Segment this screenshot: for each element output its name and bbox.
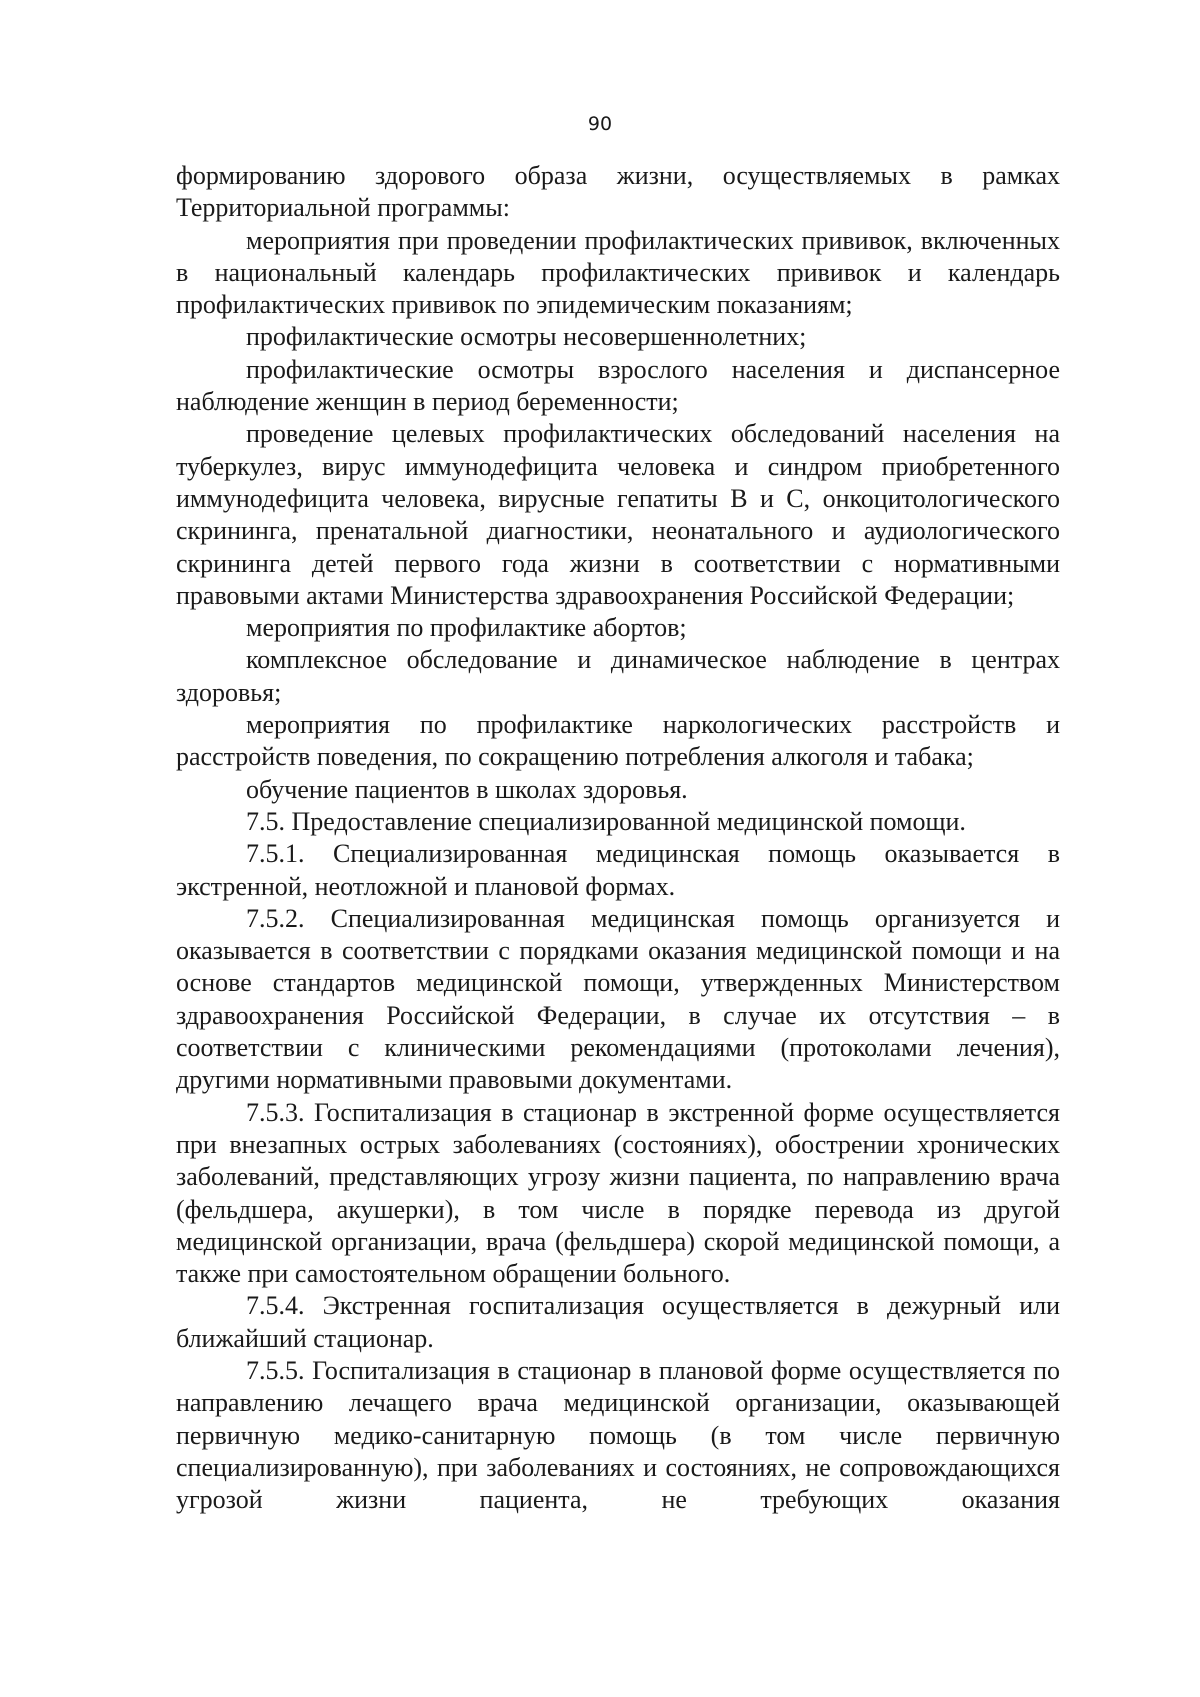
paragraph: профилактические осмотры взрослого населения и диспансерное наблюдение женщин в период беременности;: [176, 354, 1060, 417]
paragraph: мероприятия по профилактике абортов;: [246, 613, 687, 643]
paragraph: 7.5.3. Госпитализация в стационар в экстренной форме осуществляется при внезапных острых заболеваниях (состояниях), обострении хронических заболеваний, представляющих угрозу жизни пациента, по направлению врача (фельдшера, акушерки), в том числе в порядке перевода из другой медицинской организации, врача (фельдшера) скорой медицинской помощи, а также при самостоятельном обращении больного.: [176, 1097, 1060, 1289]
paragraph: 7.5.4. Экстренная госпитализация осуществляется в дежурный или ближайший стационар.: [176, 1291, 1060, 1353]
paragraph: мероприятия при проведении профилактических прививок, включенных в национальный календарь профилактических прививок и календарь профилактических прививок по эпидемическим показаниям;: [176, 225, 1060, 320]
paragraph: 7.5.5. Госпитализация в стационар в плановой форме осуществляется по направлению лечащего врача медицинской организации, оказывающей первичную медико-санитарную помощь (в том числе первичную специализированную), при заболеваниях и состояниях, не сопровождающихся угрозой жизни пациента, не требующих оказания: [176, 1355, 1060, 1515]
paragraph: обучение пациентов в школах здоровья.: [246, 774, 688, 804]
page-number: 90: [587, 113, 613, 135]
paragraph: 7.5.1. Специализированная медицинская помощь оказывается в экстренной, неотложной и плановой формах.: [176, 839, 1060, 901]
paragraph: проведение целевых профилактических обследований населения на туберкулез, вирус иммунодефицита человека и синдром приобретенного иммунодефицита человека, вирусные гепатиты В и С, онкоцитологического скрининга, пренатальной диагностики, неонатального и аудиологического скрининга детей первого года жизни в соответствии с нормативными правовыми актами Министерства здравоохранения Российской Федерации;: [176, 419, 1060, 610]
paragraph: профилактические осмотры несовершеннолетних;: [246, 322, 807, 352]
document-body: [176, 160, 1060, 1516]
paragraph: 7.5.2. Специализированная медицинская помощь организуется и оказывается в соответствии с порядками оказания медицинской помощи и на основе стандартов медицинской помощи, утвержденных Министерством здравоохранения Российской Федерации, в случае их отсутствия – в соответствии с клиническими рекомендациями (протоколами лечения), другими нормативными правовыми документами.: [176, 903, 1060, 1095]
section-heading: 7.5. Предоставление специализированной медицинской помощи.: [246, 806, 966, 836]
paragraph: комплексное обследование и динамическое наблюдение в центрах здоровья;: [176, 645, 1060, 707]
paragraph: мероприятия по профилактике наркологических расстройств и расстройств поведения, по сокращению потребления алкоголя и табака;: [176, 710, 1060, 772]
paragraph: формированию здорового образа жизни, осуществляемых в рамках Территориальной программы:: [176, 161, 1060, 223]
